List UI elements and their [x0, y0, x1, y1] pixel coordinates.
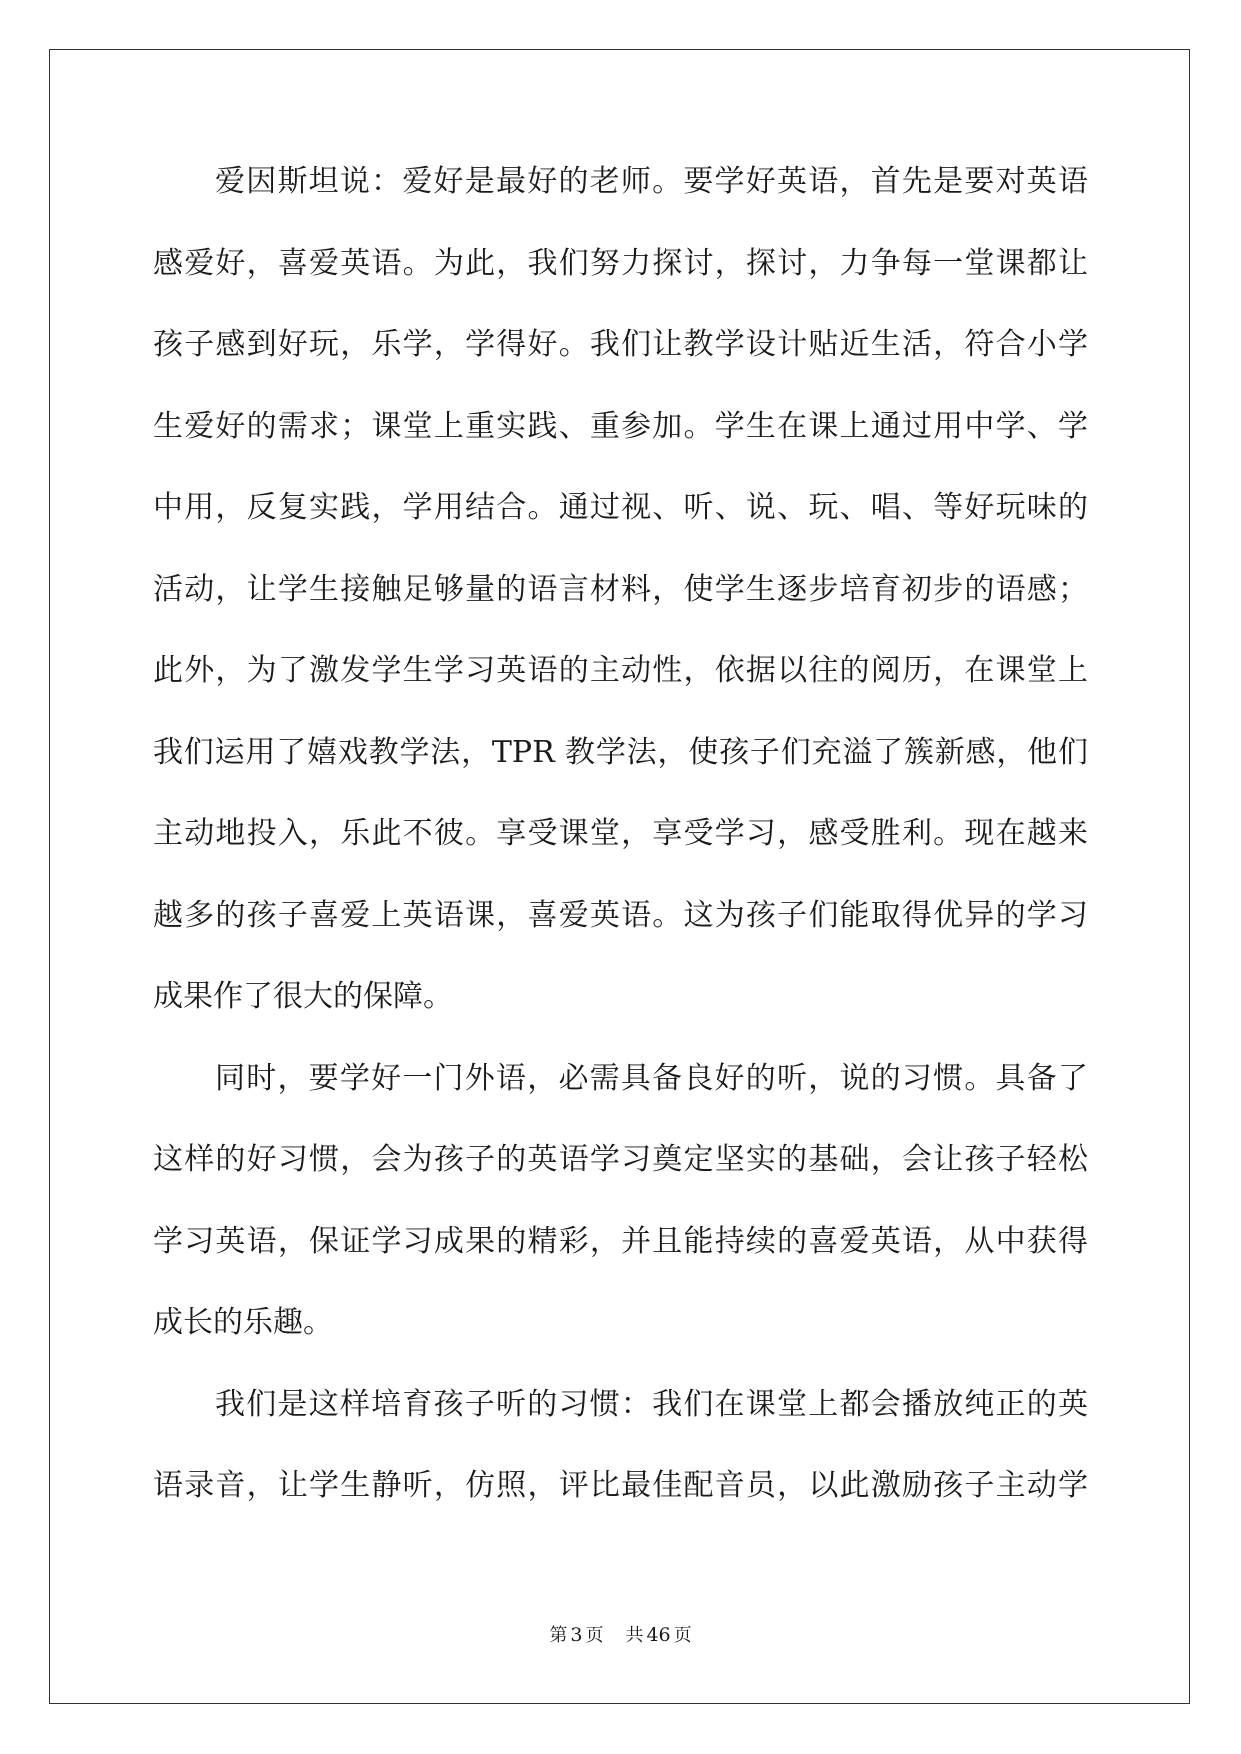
text-line: 主动地投入，乐此不彼。享受课堂，享受学习，感受胜利。现在越来 [153, 816, 1088, 851]
text-line: 学习英语，保证学习成果的精彩，并且能持续的喜爱英语，从中获得 [153, 1223, 1088, 1259]
document-body [153, 162, 1088, 1548]
footer-total-unit: 页 [673, 1625, 692, 1646]
text-line: 越多的孩子喜爱上英语课，喜爱英语。这为孩子们能取得优异的学习 [153, 897, 1088, 933]
text-line: 成长的乐趣。 [153, 1305, 333, 1340]
page-footer [0, 1623, 1241, 1648]
text-line: 我们是这样培育孩子听的习惯：我们在课堂上都会播放纯正的英 [215, 1386, 1088, 1422]
text-line: 生爱好的需求；课堂上重实践、重参加。学生在课上通过用中学、学 [153, 408, 1088, 444]
text-line: 此外，为了激发学生学习英语的主动性，依据以往的阅历，在课堂上 [153, 653, 1088, 688]
text-line: 这样的好习惯，会为孩子的英语学习奠定坚实的基础，会让孩子轻松 [153, 1142, 1088, 1177]
footer-total-prefix: 共 [625, 1625, 644, 1646]
text-line: 孩子感到好玩，乐学，学得好。我们让教学设计贴近生活，符合小学 [153, 327, 1088, 362]
footer-prefix: 第 [549, 1625, 568, 1646]
text-line: 中用，反复实践，学用结合。通过视、听、说、玩、唱、等好玩味的 [153, 490, 1088, 525]
text-line: 语录音，让学生静听，仿照，评比最佳配音员，以此激励孩子主动学 [153, 1468, 1088, 1503]
total-pages-number: 46 [646, 1624, 671, 1646]
text-line: 我们运用了嬉戏教学法，TPR 教学法，使孩子们充溢了簇新感，他们 [153, 734, 1088, 770]
text-line: 成果作了很大的保障。 [153, 979, 453, 1014]
text-line: 活动，让学生接触足够量的语言材料，使学生逐步培育初步的语感； [153, 571, 1088, 607]
footer-page-unit: 页 [585, 1625, 604, 1646]
text-line: 同时，要学好一门外语，必需具备良好的听，说的习惯。具备了 [215, 1060, 1088, 1096]
text-line: 感爱好，喜爱英语。为此，我们努力探讨，探讨，力争每一堂课都让 [153, 245, 1088, 281]
current-page-number: 3 [570, 1624, 583, 1646]
text-line: 爱因斯坦说：爱好是最好的老师。要学好英语，首先是要对英语 [215, 164, 1088, 199]
